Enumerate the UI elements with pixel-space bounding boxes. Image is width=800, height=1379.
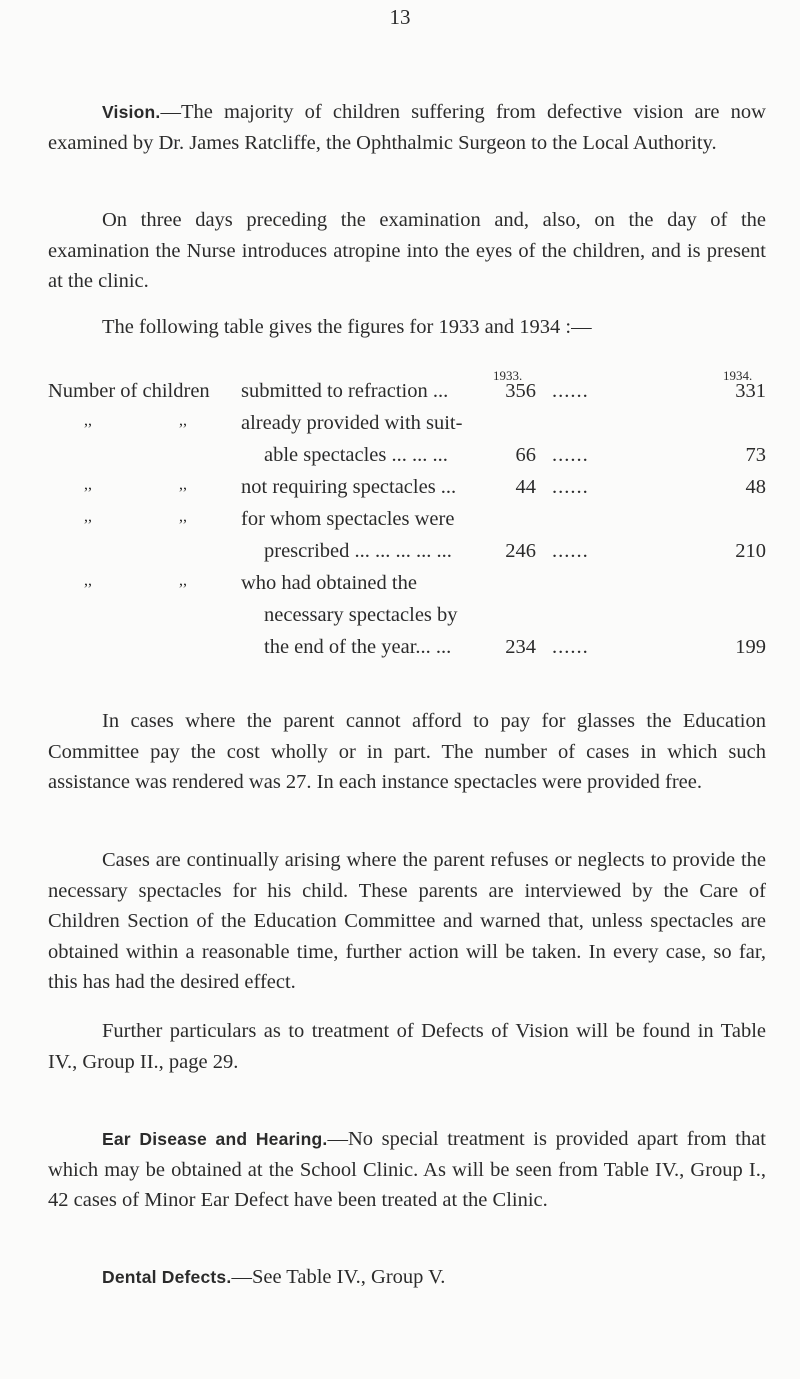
vision-heading: Vision.: [102, 102, 161, 122]
row-description: submitted to refraction ...: [241, 380, 449, 402]
ditto-mark: ,,: [84, 572, 92, 589]
value-1934: 210: [735, 540, 766, 562]
year-heading-1934: 1934.: [723, 368, 753, 383]
row-description: the end of the year... ...: [264, 636, 452, 658]
row-description: prescribed ... ... ... ... ...: [264, 540, 452, 562]
ditto-mark: ,,: [179, 572, 187, 589]
leader-dots: ......: [552, 636, 589, 658]
value-1934: 199: [735, 636, 766, 658]
ear-paragraph: [48, 1124, 766, 1216]
row-description: not requiring spectacles ...: [241, 476, 457, 498]
value-1934: 48: [745, 476, 766, 498]
dental-text: —See Table IV., Group V.: [231, 1266, 446, 1288]
vision-text: —The majority of children suffering from defective vision are now examined by Dr. James Ratcliffe, the Ophthalmic Surgeon to the Local Authority.: [48, 101, 766, 154]
leader-dots: ......: [552, 380, 589, 402]
leader-dots: ......: [552, 540, 589, 562]
value-1934: 331: [735, 380, 766, 402]
ditto-mark: ,,: [179, 476, 187, 493]
ear-text: —No special treatment is provided apart from that which may be obtained at the School Clinic. As will be seen from Table IV., Group I., 42 cases of Minor Ear Defect have been treated at the Clinic.: [48, 1128, 766, 1211]
glasses-paragraph: In cases where the parent cannot afford to pay for glasses the Education Committee pay the cost wholly or in part. The number of cases in which such assistance was rendered was 27. In each instance spectacles were provided free.: [48, 710, 766, 793]
value-1933: 66: [515, 444, 536, 466]
value-1933: 246: [505, 540, 536, 562]
value-1933: 234: [505, 636, 536, 658]
atropine-paragraph: On three days preceding the examination and, also, on the day of the examination the Nurse introduces atropine into the eyes of the children, and is present at the clinic.: [48, 209, 766, 292]
ditto-mark: ,,: [84, 476, 92, 493]
refusal-paragraph: Cases are continually arising where the parent refuses or neglects to provide the necessary spectacles for his child. These parents are interviewed by the Care of Children Section of the Education Committee and warned that, unless spectacles are obtained within a reasonable time, further action will be taken. In every case, so far, this has had the desired effect.: [48, 849, 766, 993]
row-description: who had obtained the: [241, 572, 417, 594]
table-intro: The following table gives the figures for 1933 and 1934 :—: [102, 316, 592, 338]
value-1933: 44: [515, 476, 536, 498]
vision-paragraph: [48, 97, 766, 158]
dental-heading: Dental Defects.: [102, 1267, 232, 1287]
leader-dots: ......: [552, 444, 589, 466]
value-1933: 356: [505, 380, 536, 402]
row-label: Number of children: [48, 380, 210, 402]
row-description: for whom spectacles were: [241, 508, 455, 530]
year-heading-1933: 1933.: [493, 368, 523, 383]
ditto-mark: ,,: [179, 508, 187, 525]
page-number: 13: [389, 5, 411, 29]
ear-heading: Ear Disease and Hearing.: [102, 1129, 328, 1149]
row-description: necessary spectacles by: [264, 604, 458, 626]
ditto-mark: ,,: [179, 412, 187, 429]
row-description: already provided with suit-: [241, 412, 463, 434]
further-particulars-paragraph: Further particulars as to treatment of Defects of Vision will be found in Table IV., Group II., page 29.: [48, 1020, 766, 1073]
ditto-mark: ,,: [84, 508, 92, 525]
row-description: able spectacles ... ... ...: [264, 444, 448, 466]
dental-paragraph: [48, 1262, 766, 1293]
ditto-mark: ,,: [84, 412, 92, 429]
leader-dots: ......: [552, 476, 589, 498]
value-1934: 73: [745, 444, 766, 466]
